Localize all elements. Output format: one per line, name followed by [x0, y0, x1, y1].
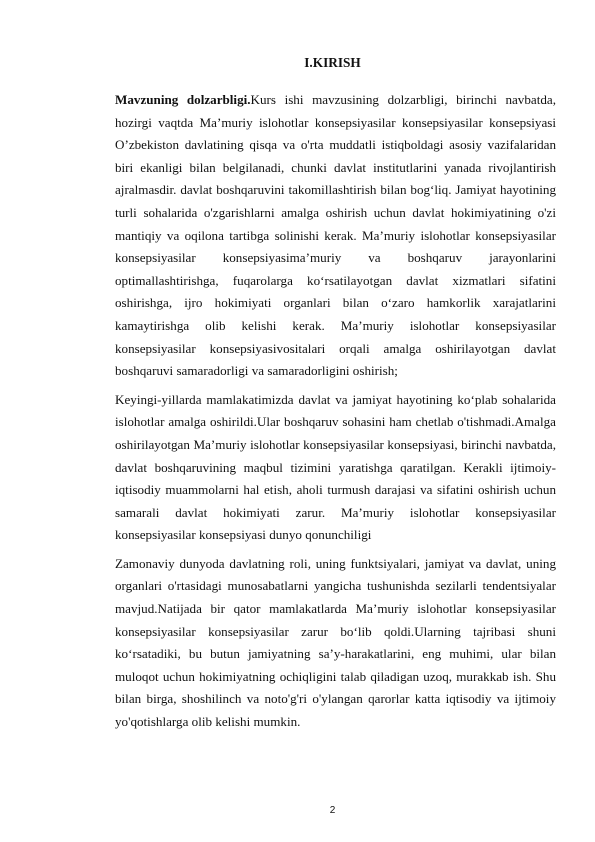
paragraph-reforms	[115, 389, 556, 547]
paragraph-text: Kurs ishi mavzusining dolzarbligi, birinchi navbatda, hozirgi vaqtda Maʼmuriy islohotlar konsepsiyasilar konsepsiyasilar konsepsiyasi O’zbekiston davlatining qisqa va o'rta muddatli istiqboldagi asosiy vazifalaridan biri ekanligi bilan belgilanadi, chunki davlat institutlarini yanada rivojlantirish ajralmasdir. davlat boshqaruvini takomillashtirish bilan bog‘liq. Jamiyat hayotining turli sohalarida o'zgarishlarni amalga oshirish uchun davlat hokimiyatining o'zi mantiqiy va oqilona tartibga solinishi kerak. Maʼmuriy islohotlar konsepsiyasilar konsepsiyasilar konsepsiyasimaʼmuriy va boshqaruv jarayonlarini optimallashtirishga, fuqarolarga ko‘rsatilayotgan davlat xizmatlari sifatini oshirishga, ijro hokimiyati organlari bilan o‘zaro hamkorlik xarajatlarini kamaytirishga olib kelishi kerak. Maʼmuriy islohotlar konsepsiyasilar konsepsiyasilar konsepsiyasivositalari orqali amalga oshirilayotgan davlat boshqaruvi samaradorligi va samaradorligini oshirish;	[115, 92, 556, 379]
paragraph-modern-world	[115, 553, 556, 734]
section-heading: I.KIRISH	[304, 55, 361, 70]
page-number: 2	[329, 805, 336, 816]
body-text	[115, 89, 556, 740]
paragraph-text: Zamonaviy dunyoda davlatning roli, uning funktsiyalari, jamiyat va davlat, uning organlari o'rtasidagi munosabatlarni yangicha tushunishda sezilarli tendentsiyalar mavjud.Natijada bir qator mamlakatlarda Maʼmuriy islohotlar konsepsiyasilar konsepsiyasilar konsepsiyasilar zarur bo‘lib qoldi.Ularning tajribasi shuni ko‘rsatadiki, bu butun jamiyatning saʼy-harakatlarini, eng muhimi, ular bilan muloqot uchun hokimiyatning ochiqligini talab qiladigan uzoq, murakkab ish. Shu bilan birga, shoshilinch va noto'g'ri o'ylangan qarorlar katta iqtisodiy va ijtimoiy yo'qotishlarga olib kelishi mumkin.	[115, 555, 556, 730]
paragraph-relevance	[115, 89, 556, 383]
paragraph-text: Keyingi-yillarda mamlakatimizda davlat va jamiyat hayotining ko‘plab sohalarida islohotlar amalga oshirildi.Ular boshqaruv sohasini ham chetlab o'tishmadi.Amalga oshirilayotgan Maʼmuriy islohotlar konsepsiyasilar konsepsiyasi, birinchi navbatda, davlat boshqaruvining maqbul tizimini yaratishga qaratilgan. Kerakli ijtimoiy-iqtisodiy muammolarni hal etish, aholi turmush darajasi va sifatini oshirish uchun samarali davlat hokimiyati zarur. Maʼmuriy islohotlar konsepsiyasilar konsepsiyasilar konsepsiyasi dunyo qonunchiligi	[115, 391, 556, 543]
paragraph-lead: Mavzuning dolzarbligi.	[115, 92, 251, 107]
